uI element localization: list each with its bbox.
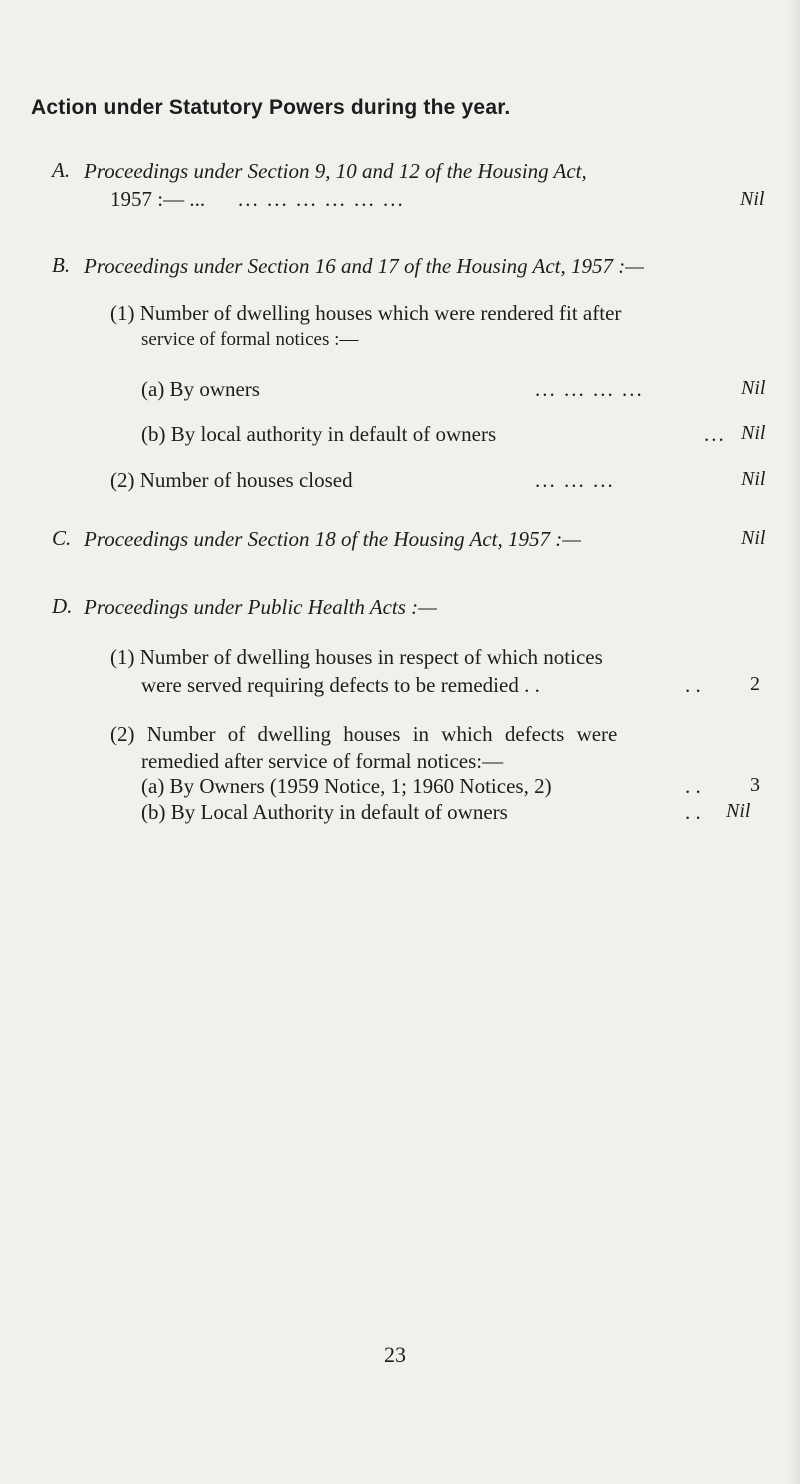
section-b-item2-leaders: ... ... ... [535,468,615,492]
section-a-heading-line1: Proceedings under Section 9, 10 and 12 of the Housing Act, [84,159,587,183]
section-b-item2-value: Nil [741,468,766,490]
section-b-sub-b-leaders: ... [704,422,726,446]
section-d-item2-line1: (2) Number of dwelling houses in which defects were [110,722,618,746]
section-b-sub-a: (a) By owners [141,377,260,401]
section-a-heading-line2: 1957 :— ... [110,187,206,211]
section-a-value: Nil [740,188,765,210]
section-b-item1-line2: service of formal notices :— [141,329,359,350]
section-d-item1-value: 2 [750,673,760,695]
section-c-value: Nil [741,527,766,549]
section-d-letter: D. [52,594,73,618]
section-d-item1-line1: (1) Number of dwelling houses in respect of which notices [110,645,603,669]
section-a-letter: A. [52,158,71,182]
section-b-item1-line1: (1) Number of dwelling houses which were rendered fit after [110,301,622,325]
section-d-sub-a-leaders: . . [685,774,701,798]
page-edge-shadow [786,0,800,1484]
section-d-heading: Proceedings under Public Health Acts :— [84,595,437,619]
section-c-heading: Proceedings under Section 18 of the Housing Act, 1957 :— [84,527,581,551]
section-d-sub-a-value: 3 [750,774,760,796]
section-d-sub-b: (b) By Local Authority in default of owners [141,800,508,824]
section-b-sub-b: (b) By local authority in default of owners [141,422,497,446]
section-a-leaders: ... ... ... ... ... ... [238,187,405,211]
section-b-letter: B. [52,253,71,277]
section-b-sub-a-value: Nil [741,377,766,399]
section-c-letter: C. [52,526,72,550]
section-b-item2: (2) Number of houses closed [110,468,353,492]
section-b-sub-b-value: Nil [741,422,766,444]
section-d-item1-leaders: . . [685,673,701,697]
section-d-item1-line2: were served requiring defects to be remedied . . [141,673,540,697]
section-b-sub-a-leaders: ... ... ... ... [535,377,644,401]
page-title: Action under Statutory Powers during the year. [31,96,511,119]
section-d-sub-a: (a) By Owners (1959 Notice, 1; 1960 Notices, 2) [141,774,552,798]
section-b-heading: Proceedings under Section 16 and 17 of the Housing Act, 1957 :— [84,254,644,278]
section-d-sub-b-value: Nil [726,800,751,822]
section-d-item2-line2: remedied after service of formal notices:— [141,749,504,773]
page-number: 23 [384,1342,406,1367]
section-d-sub-b-leaders: . . [685,800,701,824]
